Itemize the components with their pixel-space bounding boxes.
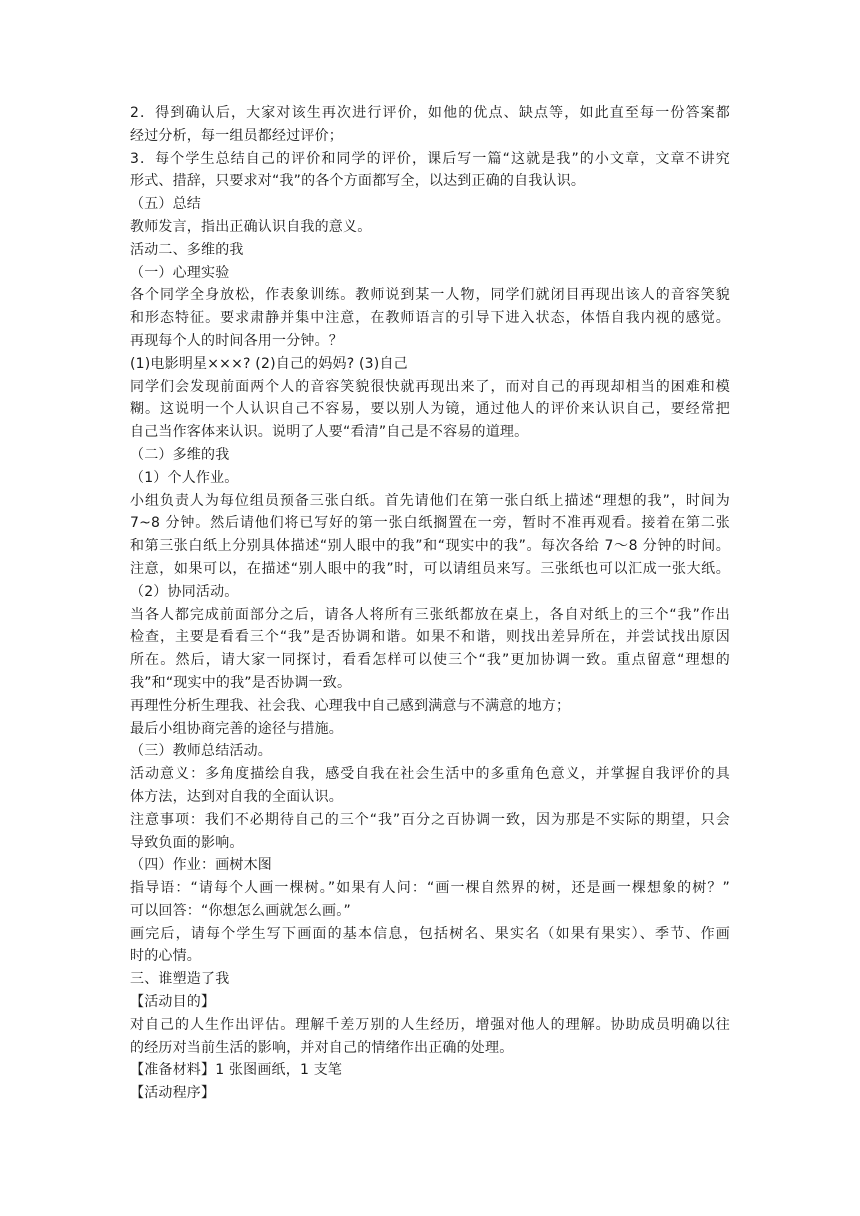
text-line: （二）多维的我 [130,446,230,463]
text-line: 【准备材料】1 张图画纸，1 支笔 [130,1062,343,1079]
text-line: 最后小组协商完善的途径与措施。 [130,720,343,737]
text-line: 检查，主要是看看三个“我”是否协调和谐。如果不和谐，则找出差异所在，并尝试找出原因 [130,629,730,646]
text-line: 形式、措辞，只要求对“我”的各个方面都写全，以达到正确的自我认识。 [130,173,586,190]
text-line: （1）个人作业。 [130,469,239,486]
text-line: 同学们会发现前面两个人的音容笑貌很快就再现出来了，而对自己的再现却相当的困难和模 [130,378,730,395]
text-line: 糊。这说明一个人认识自己不容易，要以别人为镜，通过他人的评价来认识自己，要经常把 [130,401,730,418]
text-line: （一）心理实验 [130,264,230,281]
text-line: 再现每个人的时间各用一分钟。？ [130,332,343,349]
text-line: 和第三张白纸上分别具体描述“别人眼中的我”和“现实中的我”。每次各给 7～8 分钟的时间。 [130,538,730,555]
text-line: 的经历对当前生活的影响，并对自己的情绪作出正确的处理。 [130,1039,514,1056]
text-line: 导致负面的影响。 [130,834,244,851]
text-line: 7~8 分钟。然后请他们将已写好的第一张白纸搁置在一旁，暂时不准再观看。接着在第二张 [130,515,730,532]
text-line: （三）教师总结活动。 [130,743,272,760]
text-line: 指导语：“请每个人画一棵树。”如果有人问：“画一棵自然界的树，还是画一棵想象的树？” [130,880,730,897]
text-line: 活动二、多维的我 [130,241,244,258]
text-line: 当各人都完成前面部分之后，请各人将所有三张纸都放在桌上，各自对纸上的三个“我”作出 [130,606,730,623]
text-line: 再理性分析生理我、社会我、心理我中自己感到满意与不满意的地方； [130,697,571,714]
text-line: 注意，如果可以，在描述“别人眼中的我”时，可以请组员来写。三张纸也可以汇成一张大纸。 [130,560,730,577]
text-line: （四）作业：画树木图 [130,857,272,874]
text-line: 活动意义：多角度描绘自我，感受自我在社会生活中的多重角色意义，并掌握自我评价的具 [130,766,730,783]
text-line: （2）协同活动。 [130,583,239,600]
text-line: 各个同学全身放松，作表象训练。教师说到某一人物，同学们就闭目再现出该人的音容笑貌 [130,287,730,304]
text-line: 对自己的人生作出评估。理解千差万别的人生经历，增强对他人的理解。协助成员明确以往 [130,1016,730,1033]
text-line: 我”和“现实中的我”是否协调一致。 [130,674,352,691]
text-line: 【活动程序】 [130,1085,216,1102]
text-line: 教师发言，指出正确认识自我的意义。 [130,218,372,235]
text-line: 画完后，请每个学生写下画面的基本信息，包括树名、果实名（如果有果实）、季节、作画 [130,925,730,942]
document-body [130,102,730,1105]
text-line: 体方法，达到对自我的全面认识。 [130,788,343,805]
text-line: 和形态特征。要求肃静并集中注意，在教师语言的引导下进入状态，体悟自我内视的感觉。 [130,310,730,327]
text-line: 注意事项：我们不必期待自己的三个“我”百分之百协调一致，因为那是不实际的期望，只会 [130,811,730,828]
text-line: 【活动目的】 [130,994,216,1011]
text-line: （五）总结 [130,196,201,213]
text-line: 三、谁塑造了我 [130,971,230,988]
text-line: 3．每个学生总结自己的评价和同学的评价，课后写一篇“这就是我”的小文章，文章不讲究 [130,150,730,167]
text-line: 自己当作客体来认识。说明了人要“看清”自己是不容易的道理。 [130,424,529,441]
text-line: (1)电影明星×××? (2)自己的妈妈? (3)自己 [130,355,408,372]
text-line: 时的心情。 [130,948,201,965]
text-line: 2．得到确认后，大家对该生再次进行评价，如他的优点、缺点等，如此直至每一份答案都 [130,105,730,121]
text-line: 小组负责人为每位组员预备三张白纸。首先请他们在第一张白纸上描述“理想的我”，时间为 [130,492,730,509]
text-line: 经过分析，每一组员都经过评价； [130,127,343,144]
text-line: 所在。然后，请大家一同探讨，看看怎样可以使三个“我”更加协调一致。重点留意“理想的 [130,652,730,669]
text-line: 可以回答：“你想怎么画就怎么画。” [130,902,351,919]
